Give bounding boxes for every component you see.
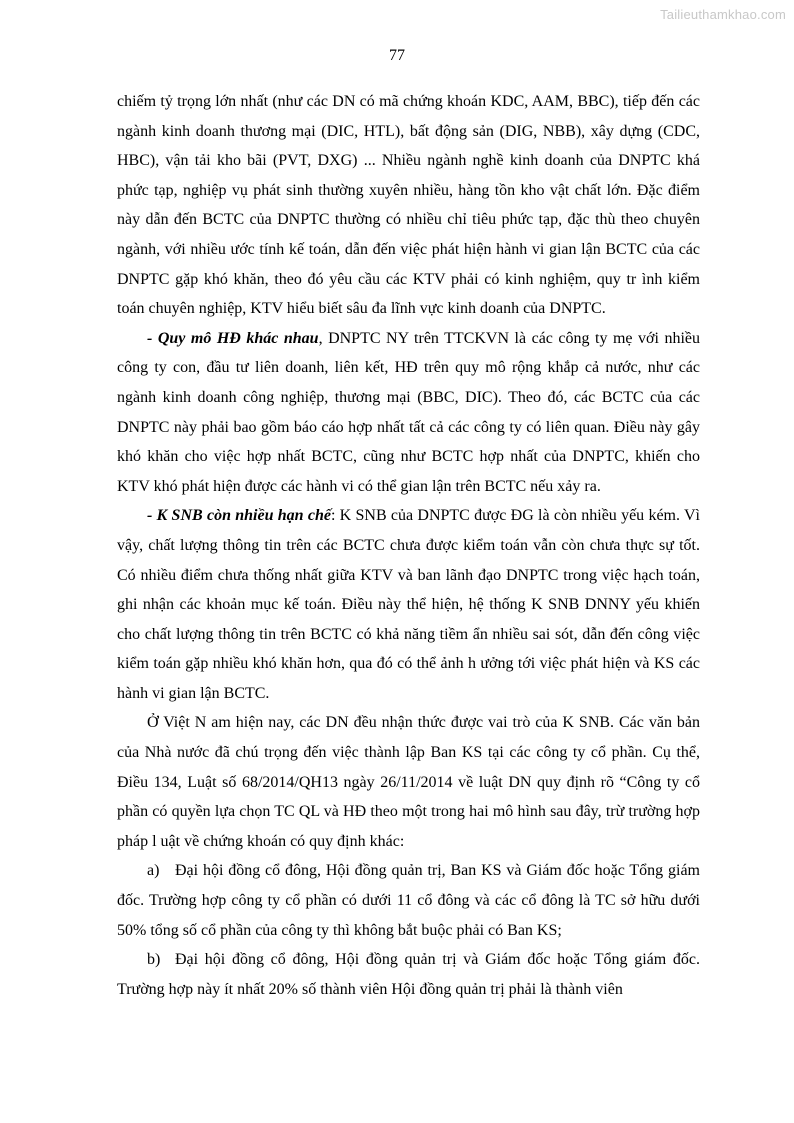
page-number: 77 <box>389 47 405 64</box>
list-item-b <box>117 945 700 1004</box>
list-item-text: Đại hội đồng cổ đông, Hội đồng quản trị và Giám đốc hoặc Tổng giám đốc. Trường hợp này ít nhất 20% số thành viên Hội đồng quản trị phải là thành viên <box>117 951 700 998</box>
document-body <box>117 87 700 1004</box>
list-item-label: b) <box>147 951 161 969</box>
paragraph-vietnam-regulation: Ở Việt N am hiện nay, các DN đều nhận thức được vai trò của K SNB. Các văn bản của Nhà nước đã chú trọng đến việc thành lập Ban KS tại các công ty cổ phần. Cụ thể, Điều 134, Luật số 68/2014/QH13 ngày 26/11/2014 về luật DN quy định rõ “Công ty cổ phần có quyền lựa chọn TC QL và HĐ theo một trong hai mô hình sau đây, trừ trường hợp pháp l uật về chứng khoán có quy định khác: <box>117 714 700 850</box>
paragraph-scale-of-operations <box>117 324 700 502</box>
list-item-label: a) <box>147 862 160 880</box>
paragraph-internal-control <box>117 501 700 708</box>
paragraph-lead-heading: - K SNB còn nhiều hạn chế <box>147 507 331 525</box>
list-item-a <box>117 856 700 945</box>
paragraph-lead-heading: - Quy mô HĐ khác nhau <box>147 329 319 347</box>
paragraph-continuation: chiếm tỷ trọng lớn nhất (như các DN có mã chứng khoán KDC, AAM, BBC), tiếp đến các ngành kinh doanh thương mại (DIC, HTL), bất động sản (DIG, NBB), xây dựng (CDC, HBC), vận tải kho bãi (PVT, DXG) ... Nhiều ngành nghề kinh doanh của DNPTC khá phức tạp, nghiệp vụ phát sinh thường xuyên nhiều, hàng tồn kho vật chất lớn. Đặc điểm này dẫn đến BCTC của DNPTC thường có nhiều chỉ tiêu phức tạp, đặc thù theo chuyên ngành, với nhiều ước tính kế toán, dẫn đến việc phát hiện hành vi gian lận BCTC của các DNPTC gặp khó khăn, theo đó yêu cầu các KTV phải có kinh nghiệm, quy tr ình kiểm toán chuyên nghiệp, KTV hiểu biết sâu đa lĩnh vực kinh doanh của DNPTC. <box>117 93 700 318</box>
watermark-text: Tailieuthamkhao.com <box>660 7 786 22</box>
list-item-text: Đại hội đồng cổ đông, Hội đồng quản trị, Ban KS và Giám đốc hoặc Tổng giám đốc. Trường hợp công ty cổ phần có dưới 11 cổ đông và các cổ đông là TC sở hữu dưới 50% tổng số cổ phần của công ty thì không bắt buộc phải có Ban KS; <box>117 862 700 939</box>
paragraph-body: , DNPTC NY trên TTCKVN là các công ty mẹ với nhiều công ty con, đầu tư liên doanh, liên kết, HĐ trên quy mô rộng khắp cả nước, như các ngành kinh doanh công nghiệp, thương mại (BBC, DIC). Theo đó, các BCTC của các DNPTC này phải bao gồm báo cáo hợp nhất tất cả các công ty có liên quan. Điều này gây khó khăn cho việc hợp nhất BCTC, cũng như BCTC hợp nhất của DNPTC, khiến cho KTV khó phát hiện được các hành vi có thể gian lận trên BCTC nếu xảy ra. <box>117 329 700 495</box>
paragraph-body: : K SNB của DNPTC được ĐG là còn nhiều yếu kém. Vì vậy, chất lượng thông tin trên các BCTC chưa được kiểm toán vẫn còn chưa thực sự tốt. Có nhiều điểm chưa thống nhất giữa KTV và ban lãnh đạo DNPTC trong việc hạch toán, ghi nhận các khoản mục kế toán. Điều này thể hiện, hệ thống K SNB DNNY yếu khiến cho chất lượng thông tin trên BCTC có khả năng tiềm ẩn nhiều sai sót, dẫn đến công việc kiểm toán gặp nhiều khó khăn hơn, qua đó có thể ảnh h ưởng tới việc phát hiện và KS các hành vi gian lận BCTC. <box>117 507 700 702</box>
